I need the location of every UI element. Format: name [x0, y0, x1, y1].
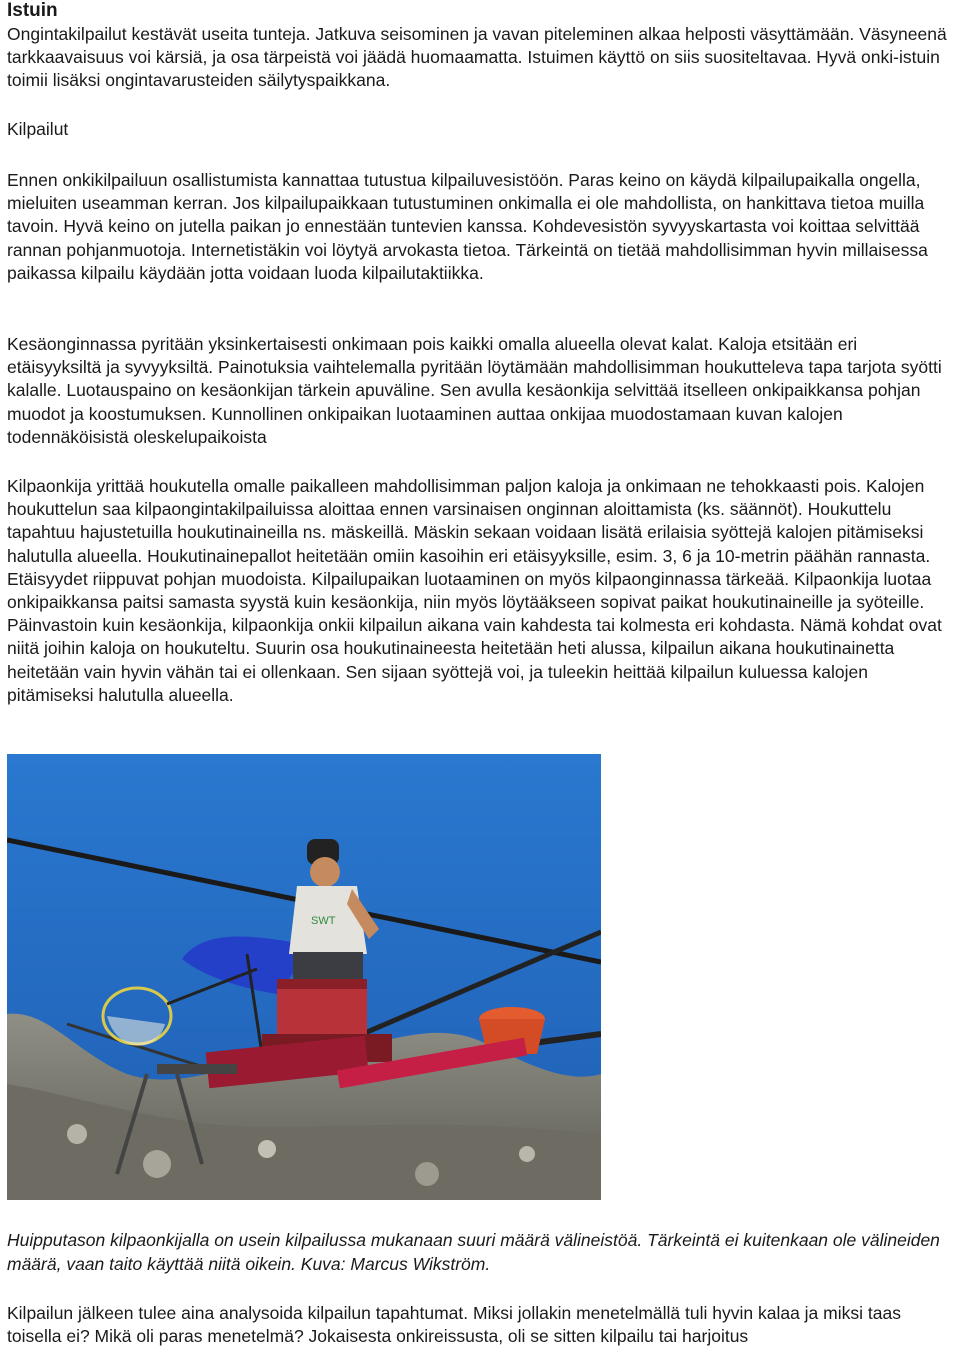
seat-box: [277, 984, 367, 1039]
paragraph-competition-venue: Ennen onkikilpailuun osallistumista kannattaa tutustua kilpailuvesistöön. Paras keino on käydä kilpailupaikalla ongella, mieluiten useamman kerran. Jos kilpailupaikkaan tutustuminen onkimalla ei ole mahdollista, on hankittava tietoa muilla tavoin. Hyvä keino on jutella paikan jo ennestään tuntevien kanssa. Kohdevesistön syvyyskartasta voi koittaa selvittää rannan pohjanmuotoja. Internetistäkin voi löytyä arvokasta tietoa. Tärkeintä on tietää mahdollisimman hyvin millaisessa paikassa kilpailu käydään jotta voidaan luoda kilpailutaktiikka.: [7, 170, 928, 283]
subheading-competitions: Kilpailut: [7, 119, 69, 139]
section-title: Istuin: [7, 0, 58, 21]
photo-caption: Huipputason kilpaonkijalla on usein kilpailussa mukanaan suuri määrä välineistöä. Tärkeintä ei kuitenkaan ole välineiden määrä, vaan taito käyttää niitä oikein. Kuva: Marcus Wikström.: [7, 1230, 940, 1274]
shirt-print: SWT: [311, 915, 336, 927]
paragraph-competition-fishing: Kilpaonkija yrittää houkutella omalle paikalleen mahdollisimman paljon kaloja ja onkimaan ne tehokkaasti pois. Kalojen houkuttelun saa kilpaongintakilpailuissa aloittaa ennen varsinaisen onginnan aloittamista (ks. säännöt). Houkuttelu tapahtuu hajustetuilla houkutinaineilla ns. mäskeillä. Mäskin sekaan voidaan lisätä erilaisia syöttejä kalojen pitämiseksi halutulla alueella. Houkutinainepallot heitetään omiin kasoihin eri etäisyyksille, esim. 3, 6 ja 10-metrin päähän rannasta. Etäisyydet riippuvat pohjan muodoista. Kilpailupaikan luotaaminen on myös kilpaonginnassa tärkeää. Kilpaonkija luotaa onkipaikkansa paitsi samasta syystä kuin kesäonkija, niin myös löytääkseen sopivat paikat houkutinaineille ja syöteille. Päinvastoin kuin kesäonkija, kilpaonkija onkii kilpailun aikana vain kahdesta tai kolmesta eri kohdasta. Nämä kohdat ovat niitä joihin kaloja on houkuteltu. Suurin osa houkutinaineesta heitetään heti alussa, kilpailun aikana houkutinainetta heitetään vain hyvin vähän tai ei ollenkaan. Sen sijaan syöttejä voi, ja tuleekin heittää kilpailun kuluessa kalojen pitämiseksi halutulla alueella.: [7, 476, 942, 705]
paragraph-analysis: Kilpailun jälkeen tulee aina analysoida kilpailun tapahtumat. Miksi jollakin menetelmällä tuli hyvin kalaa ja miksi taas toisella ei? Mikä oli paras menetelmä? Jokaisesta onkireissusta, oli se sitten kilpailu tai harjoitus: [7, 1303, 901, 1347]
fishing-photo: [7, 754, 601, 1200]
paragraph-seat: Ongintakilpailut kestävät useita tunteja. Jatkuva seisominen ja vavan piteleminen alkaa helposti väsyttämään. Väsyneenä tarkkaavaisuus voi kärsiä, ja osa tärpeistä voi jäädä huomaamatta. Istuimen käyttö on siis suositeltavaa. Hyvä onki-istuin toimii lisäksi ongintavarusteiden säilytyspaikkana.: [7, 24, 947, 91]
paragraph-summer-fishing: Kesäonginnassa pyritään yksinkertaisesti onkimaan pois kaikki omalla alueella olevat kalat. Kaloja etsitään eri etäisyyksiltä ja syvyyksiltä. Painotuksia vaihtelemalla pyritään löytämään mahdollisimman houkutteleva tapa tarjota syötti kalalle. Luotauspaino on kesäonkijan tärkein apuväline. Sen avulla kesäonkija selvittää itselleen onkipaikkansa pohjan muodot ja koostumuksen. Kunnollinen onkipaikan luotaaminen auttaa onkijaa muodostamaan kuvan kalojen todennäköisistä oleskelupaikoista: [7, 334, 942, 447]
